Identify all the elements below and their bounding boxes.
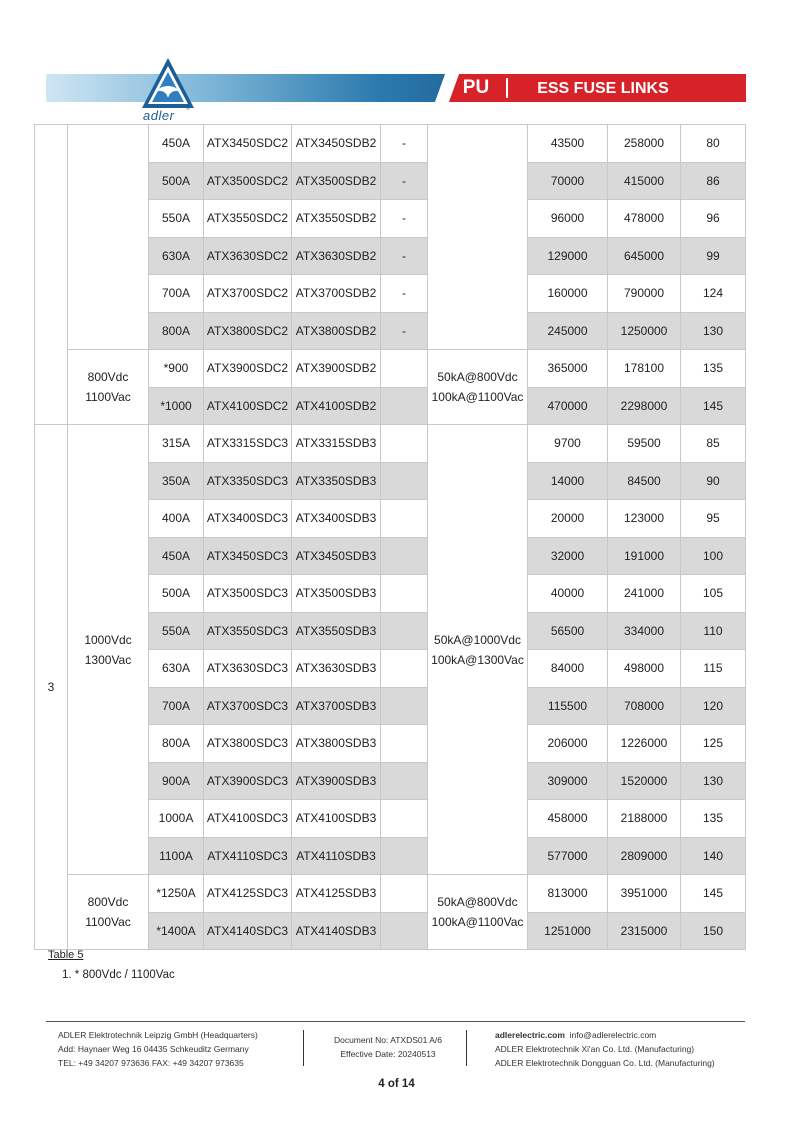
prearcing-i2t-cell: 56500 bbox=[528, 612, 608, 650]
page-number: 4 of 14 bbox=[378, 1078, 415, 1090]
part-sdb-cell: ATX3500SDB2 bbox=[292, 162, 381, 200]
adler-logo-icon bbox=[138, 56, 198, 112]
logo-wordmark: adler bbox=[143, 108, 175, 123]
power-loss-cell: 125 bbox=[681, 725, 746, 763]
prearcing-i2t-cell: 206000 bbox=[528, 725, 608, 763]
footer-separator bbox=[303, 1030, 304, 1066]
breaking-capacity-cell bbox=[428, 350, 528, 425]
logo-registered-mark: ® bbox=[186, 106, 190, 112]
part-sdb-cell: ATX3500SDB3 bbox=[292, 575, 381, 613]
extra-cell bbox=[381, 537, 428, 575]
rating-cell: 630A bbox=[149, 237, 204, 275]
part-sdb-cell: ATX3900SDB2 bbox=[292, 350, 381, 388]
prearcing-i2t-cell: 470000 bbox=[528, 387, 608, 425]
extra-cell bbox=[381, 875, 428, 913]
rating-cell: 550A bbox=[149, 612, 204, 650]
power-loss-cell: 150 bbox=[681, 912, 746, 950]
total-i2t-cell: 790000 bbox=[608, 275, 681, 313]
group-line-2: 100kA@1100Vac bbox=[431, 915, 524, 929]
footer-site-xian: ADLER Elektrotechnik Xi'an Co. Ltd. (Manufacturing) bbox=[495, 1044, 695, 1054]
part-sdc-cell: ATX3630SDC2 bbox=[204, 237, 292, 275]
power-loss-cell: 135 bbox=[681, 800, 746, 838]
part-sdb-cell: ATX3315SDB3 bbox=[292, 425, 381, 463]
prearcing-i2t-cell: 40000 bbox=[528, 575, 608, 613]
footer-rule bbox=[46, 1021, 745, 1022]
power-loss-cell: 110 bbox=[681, 612, 746, 650]
part-sdc-cell: ATX4140SDC3 bbox=[204, 912, 292, 950]
footer-website-link[interactable]: adlerelectric.com bbox=[495, 1030, 565, 1040]
voltage-group-cell bbox=[68, 875, 149, 950]
extra-cell bbox=[381, 837, 428, 875]
total-i2t-cell: 178100 bbox=[608, 350, 681, 388]
part-sdc-cell: ATX3700SDC3 bbox=[204, 687, 292, 725]
total-i2t-cell: 191000 bbox=[608, 537, 681, 575]
prearcing-i2t-cell: 9700 bbox=[528, 425, 608, 463]
rating-cell: *1000 bbox=[149, 387, 204, 425]
prearcing-i2t-cell: 20000 bbox=[528, 500, 608, 538]
part-sdc-cell: ATX3800SDC2 bbox=[204, 312, 292, 350]
part-sdc-cell: ATX3900SDC2 bbox=[204, 350, 292, 388]
part-sdc-cell: ATX4100SDC2 bbox=[204, 387, 292, 425]
rating-cell: 400A bbox=[149, 500, 204, 538]
extra-cell bbox=[381, 425, 428, 463]
fuse-specs-table bbox=[34, 124, 746, 950]
part-sdc-cell: ATX3550SDC3 bbox=[204, 612, 292, 650]
rating-cell: 800A bbox=[149, 312, 204, 350]
power-loss-cell: 130 bbox=[681, 762, 746, 800]
extra-cell bbox=[381, 762, 428, 800]
voltage-group-cell bbox=[68, 425, 149, 875]
prearcing-i2t-cell: 577000 bbox=[528, 837, 608, 875]
total-i2t-cell: 1520000 bbox=[608, 762, 681, 800]
extra-cell: - bbox=[381, 237, 428, 275]
extra-cell bbox=[381, 800, 428, 838]
extra-cell: - bbox=[381, 275, 428, 313]
power-loss-cell: 135 bbox=[681, 350, 746, 388]
extra-cell bbox=[381, 462, 428, 500]
footer-document-info bbox=[318, 1033, 458, 1061]
footer-separator bbox=[466, 1030, 467, 1066]
extra-cell bbox=[381, 912, 428, 950]
part-sdb-cell: ATX3800SDB3 bbox=[292, 725, 381, 763]
part-sdb-cell: ATX3350SDB3 bbox=[292, 462, 381, 500]
part-sdb-cell: ATX3550SDB2 bbox=[292, 200, 381, 238]
part-sdc-cell: ATX3800SDC3 bbox=[204, 725, 292, 763]
power-loss-cell: 99 bbox=[681, 237, 746, 275]
table-footnote: 1. * 800Vdc / 1100Vac bbox=[62, 969, 175, 981]
prearcing-i2t-cell: 1251000 bbox=[528, 912, 608, 950]
part-sdb-cell: ATX3450SDB2 bbox=[292, 125, 381, 163]
total-i2t-cell: 59500 bbox=[608, 425, 681, 463]
footer-headquarters bbox=[58, 1028, 258, 1070]
rating-cell: 550A bbox=[149, 200, 204, 238]
total-i2t-cell: 2315000 bbox=[608, 912, 681, 950]
part-sdc-cell: ATX3630SDC3 bbox=[204, 650, 292, 688]
total-i2t-cell: 2809000 bbox=[608, 837, 681, 875]
table-caption: Table 5 bbox=[48, 949, 84, 961]
part-sdc-cell: ATX3315SDC3 bbox=[204, 425, 292, 463]
group-line-1: 800Vdc bbox=[87, 895, 129, 909]
part-sdc-cell: ATX3350SDC3 bbox=[204, 462, 292, 500]
extra-cell bbox=[381, 350, 428, 388]
total-i2t-cell: 241000 bbox=[608, 575, 681, 613]
group-line-1: 800Vdc bbox=[87, 370, 129, 384]
part-sdc-cell: ATX3550SDC2 bbox=[204, 200, 292, 238]
power-loss-cell: 105 bbox=[681, 575, 746, 613]
prearcing-i2t-cell: 43500 bbox=[528, 125, 608, 163]
part-sdc-cell: ATX4125SDC3 bbox=[204, 875, 292, 913]
total-i2t-cell: 708000 bbox=[608, 687, 681, 725]
extra-cell: - bbox=[381, 312, 428, 350]
group-line-2: 1300Vac bbox=[84, 652, 132, 667]
extra-cell bbox=[381, 650, 428, 688]
total-i2t-cell: 415000 bbox=[608, 162, 681, 200]
footer-phone: TEL: +49 34207 973636 FAX: +49 34207 973635 bbox=[58, 1058, 244, 1068]
part-sdb-cell: ATX3700SDB3 bbox=[292, 687, 381, 725]
extra-cell bbox=[381, 387, 428, 425]
row-number-cell: 3 bbox=[35, 425, 68, 950]
prearcing-i2t-cell: 96000 bbox=[528, 200, 608, 238]
extra-cell: - bbox=[381, 200, 428, 238]
part-sdb-cell: ATX3630SDB2 bbox=[292, 237, 381, 275]
prearcing-i2t-cell: 129000 bbox=[528, 237, 608, 275]
group-line-1: 50kA@800Vdc bbox=[437, 895, 518, 909]
rating-cell: 500A bbox=[149, 162, 204, 200]
part-sdc-cell: ATX3450SDC3 bbox=[204, 537, 292, 575]
rating-cell: 315A bbox=[149, 425, 204, 463]
prearcing-i2t-cell: 245000 bbox=[528, 312, 608, 350]
power-loss-cell: 100 bbox=[681, 537, 746, 575]
power-loss-cell: 86 bbox=[681, 162, 746, 200]
extra-cell bbox=[381, 575, 428, 613]
extra-cell bbox=[381, 612, 428, 650]
power-loss-cell: 145 bbox=[681, 875, 746, 913]
power-loss-cell: 120 bbox=[681, 687, 746, 725]
prearcing-i2t-cell: 115500 bbox=[528, 687, 608, 725]
total-i2t-cell: 498000 bbox=[608, 650, 681, 688]
voltage-group-cell bbox=[68, 350, 149, 425]
part-sdb-cell: ATX3700SDB2 bbox=[292, 275, 381, 313]
table-row bbox=[35, 350, 746, 388]
power-loss-cell: 95 bbox=[681, 500, 746, 538]
rating-cell: *900 bbox=[149, 350, 204, 388]
total-i2t-cell: 645000 bbox=[608, 237, 681, 275]
part-sdb-cell: ATX4100SDB3 bbox=[292, 800, 381, 838]
breaking-capacity-cell bbox=[428, 875, 528, 950]
prearcing-i2t-cell: 32000 bbox=[528, 537, 608, 575]
prearcing-i2t-cell: 365000 bbox=[528, 350, 608, 388]
total-i2t-cell: 3951000 bbox=[608, 875, 681, 913]
group-line-1: 1000Vdc bbox=[84, 632, 132, 647]
footer-company: ADLER Elektrotechnik Leipzig GmbH (Headquarters) bbox=[58, 1030, 258, 1040]
power-loss-cell: 124 bbox=[681, 275, 746, 313]
rating-cell: 450A bbox=[149, 125, 204, 163]
part-sdc-cell: ATX3700SDC2 bbox=[204, 275, 292, 313]
part-sdb-cell: ATX4100SDB2 bbox=[292, 387, 381, 425]
total-i2t-cell: 1226000 bbox=[608, 725, 681, 763]
total-i2t-cell: 2298000 bbox=[608, 387, 681, 425]
part-sdb-cell: ATX3630SDB3 bbox=[292, 650, 381, 688]
voltage-blank-cell bbox=[68, 125, 149, 350]
table-row bbox=[35, 875, 746, 913]
group-line-2: 100kA@1100Vac bbox=[431, 390, 524, 404]
rating-cell: 1100A bbox=[149, 837, 204, 875]
group-line-1: 50kA@800Vdc bbox=[437, 370, 518, 384]
part-sdb-cell: ATX3550SDB3 bbox=[292, 612, 381, 650]
part-sdc-cell: ATX3500SDC3 bbox=[204, 575, 292, 613]
breaking-capacity-cell bbox=[428, 125, 528, 350]
part-sdc-cell: ATX3500SDC2 bbox=[204, 162, 292, 200]
prearcing-i2t-cell: 160000 bbox=[528, 275, 608, 313]
rating-cell: 900A bbox=[149, 762, 204, 800]
power-loss-cell: 90 bbox=[681, 462, 746, 500]
breaking-capacity-cell bbox=[428, 425, 528, 875]
total-i2t-cell: 123000 bbox=[608, 500, 681, 538]
rating-cell: 450A bbox=[149, 537, 204, 575]
part-sdb-cell: ATX3800SDB2 bbox=[292, 312, 381, 350]
part-sdc-cell: ATX3900SDC3 bbox=[204, 762, 292, 800]
footer-contact bbox=[495, 1028, 715, 1070]
row-number-cell bbox=[35, 125, 68, 425]
group-line-2: 100kA@1300Vac bbox=[431, 652, 524, 667]
part-sdc-cell: ATX4110SDC3 bbox=[204, 837, 292, 875]
rating-cell: 500A bbox=[149, 575, 204, 613]
power-loss-cell: 80 bbox=[681, 125, 746, 163]
total-i2t-cell: 258000 bbox=[608, 125, 681, 163]
rating-cell: 1000A bbox=[149, 800, 204, 838]
total-i2t-cell: 84500 bbox=[608, 462, 681, 500]
footer-email-link[interactable]: info@adlerelectric.com bbox=[569, 1030, 657, 1040]
footer-address: Add: Haynaer Weg 16 04435 Schkeuditz Germany bbox=[58, 1044, 249, 1054]
extra-cell bbox=[381, 500, 428, 538]
header-series-label: PU bbox=[462, 77, 490, 98]
rating-cell: 630A bbox=[149, 650, 204, 688]
rating-cell: 350A bbox=[149, 462, 204, 500]
part-sdc-cell: ATX4100SDC3 bbox=[204, 800, 292, 838]
rating-cell: *1400A bbox=[149, 912, 204, 950]
total-i2t-cell: 334000 bbox=[608, 612, 681, 650]
group-line-2: 1100Vac bbox=[85, 390, 131, 404]
group-line-2: 1100Vac bbox=[85, 915, 131, 929]
group-line-1: 50kA@1000Vdc bbox=[434, 632, 521, 647]
footer-effective-date: Effective Date: 20240513 bbox=[340, 1049, 436, 1059]
power-loss-cell: 140 bbox=[681, 837, 746, 875]
total-i2t-cell: 1250000 bbox=[608, 312, 681, 350]
power-loss-cell: 115 bbox=[681, 650, 746, 688]
part-sdc-cell: ATX3400SDC3 bbox=[204, 500, 292, 538]
part-sdb-cell: ATX3900SDB3 bbox=[292, 762, 381, 800]
power-loss-cell: 130 bbox=[681, 312, 746, 350]
footer-doc-number: Document No: ATXDS01 A/6 bbox=[333, 1035, 443, 1045]
total-i2t-cell: 478000 bbox=[608, 200, 681, 238]
rating-cell: 700A bbox=[149, 687, 204, 725]
table-row bbox=[35, 125, 746, 163]
part-sdb-cell: ATX3450SDB3 bbox=[292, 537, 381, 575]
prearcing-i2t-cell: 813000 bbox=[528, 875, 608, 913]
footer-site-dongguan: ADLER Elektrotechnik Dongguan Co. Ltd. (Manufacturing) bbox=[495, 1058, 715, 1068]
part-sdc-cell: ATX3450SDC2 bbox=[204, 125, 292, 163]
header-blue-band bbox=[46, 74, 496, 102]
rating-cell: *1250A bbox=[149, 875, 204, 913]
part-sdb-cell: ATX4140SDB3 bbox=[292, 912, 381, 950]
extra-cell bbox=[381, 725, 428, 763]
extra-cell: - bbox=[381, 125, 428, 163]
prearcing-i2t-cell: 70000 bbox=[528, 162, 608, 200]
power-loss-cell: 85 bbox=[681, 425, 746, 463]
header-title: ESS FUSE LINKS bbox=[537, 80, 669, 97]
prearcing-i2t-cell: 458000 bbox=[528, 800, 608, 838]
power-loss-cell: 96 bbox=[681, 200, 746, 238]
part-sdb-cell: ATX4110SDB3 bbox=[292, 837, 381, 875]
part-sdb-cell: ATX4125SDB3 bbox=[292, 875, 381, 913]
prearcing-i2t-cell: 309000 bbox=[528, 762, 608, 800]
extra-cell bbox=[381, 687, 428, 725]
rating-cell: 800A bbox=[149, 725, 204, 763]
part-sdb-cell: ATX3400SDB3 bbox=[292, 500, 381, 538]
table-row bbox=[35, 425, 746, 463]
power-loss-cell: 145 bbox=[681, 387, 746, 425]
prearcing-i2t-cell: 84000 bbox=[528, 650, 608, 688]
rating-cell: 700A bbox=[149, 275, 204, 313]
prearcing-i2t-cell: 14000 bbox=[528, 462, 608, 500]
extra-cell: - bbox=[381, 162, 428, 200]
total-i2t-cell: 2188000 bbox=[608, 800, 681, 838]
